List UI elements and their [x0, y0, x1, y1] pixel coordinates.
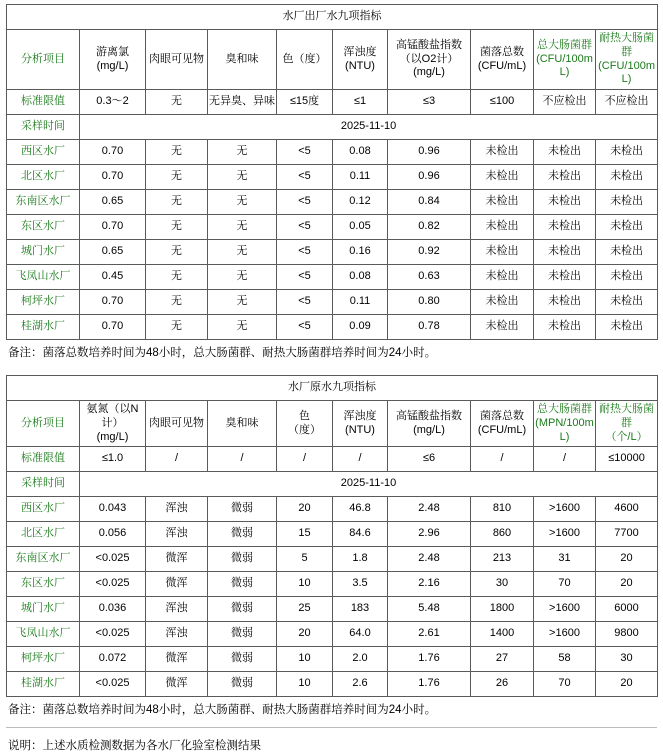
standard-limit-turbidity: ≤1: [333, 90, 388, 115]
standard-limit-visible-matter: /: [146, 447, 208, 472]
cell-odor-taste: 无: [208, 215, 277, 240]
col-header-visible-matter: 肉眼可见物: [146, 30, 208, 90]
cell-thermotolerant-coliform: 20: [596, 547, 658, 572]
cell-permanganate-index: 0.92: [388, 240, 471, 265]
col-header-total-coliform-label: 总大肠菌群: [537, 403, 592, 416]
cell-turbidity: 0.08: [333, 140, 388, 165]
cell-permanganate-index: 0.96: [388, 165, 471, 190]
cell-turbidity: 2.6: [333, 672, 388, 697]
standard-limit-free-chlorine: 0.3～2: [80, 90, 146, 115]
col-header-analysis-item: 分析项目: [7, 401, 80, 447]
table-header-row: [7, 30, 658, 90]
table-title-row: [7, 376, 658, 401]
standard-limit-odor-taste: 无异臭、异味: [208, 90, 277, 115]
cell-total-bacteria: 未检出: [471, 315, 534, 340]
table-header-row: [7, 401, 658, 447]
standard-limit-visible-matter: 无: [146, 90, 208, 115]
cell-odor-taste: 无: [208, 315, 277, 340]
cell-odor-taste: 微弱: [208, 622, 277, 647]
cell-permanganate-index: 2.48: [388, 497, 471, 522]
cell-total-coliform: >1600: [534, 497, 596, 522]
table-row: [7, 240, 658, 265]
standard-limit-label: 标准限值: [7, 90, 80, 115]
standard-limit-turbidity: /: [333, 447, 388, 472]
cell-total-coliform: 70: [534, 672, 596, 697]
cell-permanganate-index: 1.76: [388, 647, 471, 672]
col-header-turbidity-unit: (NTU): [345, 59, 375, 72]
col-header-ammonia-nitrogen-label: 氨氮（以N计）: [86, 403, 139, 429]
cell-turbidity: 46.8: [333, 497, 388, 522]
standard-limit-total-bacteria: ≤100: [471, 90, 534, 115]
standard-limit-label: 标准限值: [7, 447, 80, 472]
cell-ammonia-nitrogen: 0.036: [80, 597, 146, 622]
cell-total-bacteria: 27: [471, 647, 534, 672]
cell-odor-taste: 微弱: [208, 497, 277, 522]
col-header-total-bacteria: [471, 401, 534, 447]
cell-permanganate-index: 0.82: [388, 215, 471, 240]
cell-thermotolerant-coliform: 未检出: [596, 290, 658, 315]
cell-thermotolerant-coliform: 20: [596, 672, 658, 697]
sample-time-row: [7, 115, 658, 140]
cell-total-coliform: 未检出: [534, 140, 596, 165]
section-spacer: [6, 361, 657, 375]
cell-thermotolerant-coliform: 未检出: [596, 190, 658, 215]
plant-name: 西区水厂: [7, 497, 80, 522]
col-header-permanganate-index-unit2: (mg/L): [413, 66, 445, 79]
cell-total-coliform: 未检出: [534, 290, 596, 315]
cell-odor-taste: 微弱: [208, 522, 277, 547]
cell-thermotolerant-coliform: 9800: [596, 622, 658, 647]
cell-visible-matter: 无: [146, 140, 208, 165]
cell-permanganate-index: 0.80: [388, 290, 471, 315]
cell-permanganate-index: 2.61: [388, 622, 471, 647]
standard-limit-color: /: [277, 447, 333, 472]
cell-total-coliform: 58: [534, 647, 596, 672]
footer-statement: 说明：上述水质检测数据为各水厂化验室检测结果: [8, 740, 261, 753]
standard-limit-total-coliform: 不应检出: [534, 90, 596, 115]
cell-visible-matter: 微浑: [146, 672, 208, 697]
cell-odor-taste: 无: [208, 240, 277, 265]
cell-free-chlorine: 0.65: [80, 240, 146, 265]
cell-total-coliform: >1600: [534, 522, 596, 547]
cell-thermotolerant-coliform: 未检出: [596, 265, 658, 290]
cell-free-chlorine: 0.70: [80, 315, 146, 340]
cell-visible-matter: 无: [146, 315, 208, 340]
cell-color: <5: [277, 215, 333, 240]
col-header-ammonia-nitrogen-unit: (mg/L): [96, 430, 129, 443]
cell-turbidity: 1.8: [333, 547, 388, 572]
plant-name: 飞凤山水厂: [7, 265, 80, 290]
cell-total-bacteria: 未检出: [471, 190, 534, 215]
plant-name: 西区水厂: [7, 140, 80, 165]
col-header-turbidity-unit: (NTU): [345, 423, 375, 436]
col-header-total-bacteria-unit: (CFU/mL): [477, 423, 527, 436]
cell-thermotolerant-coliform: 未检出: [596, 215, 658, 240]
table-row: [7, 647, 658, 672]
cell-turbidity: 2.0: [333, 647, 388, 672]
cell-ammonia-nitrogen: <0.025: [80, 622, 146, 647]
cell-visible-matter: 浑浊: [146, 622, 208, 647]
cell-color: <5: [277, 265, 333, 290]
cell-visible-matter: 微浑: [146, 572, 208, 597]
cell-color: <5: [277, 290, 333, 315]
cell-ammonia-nitrogen: <0.025: [80, 672, 146, 697]
cell-total-bacteria: 213: [471, 547, 534, 572]
cell-total-bacteria: 26: [471, 672, 534, 697]
cell-total-bacteria: 810: [471, 497, 534, 522]
cell-turbidity: 84.6: [333, 522, 388, 547]
cell-permanganate-index: 2.16: [388, 572, 471, 597]
standard-limit-thermotolerant-coliform: 不应检出: [596, 90, 658, 115]
cell-visible-matter: 无: [146, 240, 208, 265]
standard-limit-odor-taste: /: [208, 447, 277, 472]
col-header-total-coliform-unit: (MPN/100mL): [535, 416, 594, 443]
cell-ammonia-nitrogen: <0.025: [80, 572, 146, 597]
col-header-thermotolerant-coliform: [596, 30, 658, 90]
cell-total-coliform: >1600: [534, 597, 596, 622]
cell-thermotolerant-coliform: 未检出: [596, 165, 658, 190]
cell-color: 5: [277, 547, 333, 572]
cell-visible-matter: 微浑: [146, 647, 208, 672]
col-header-odor-taste: 臭和味: [208, 30, 277, 90]
plant-name: 城门水厂: [7, 240, 80, 265]
cell-turbidity: 0.11: [333, 165, 388, 190]
cell-turbidity: 0.16: [333, 240, 388, 265]
col-header-total-coliform-label: 总大肠菌群: [537, 38, 592, 51]
cell-odor-taste: 无: [208, 140, 277, 165]
cell-total-coliform: 未检出: [534, 265, 596, 290]
col-header-free-chlorine-label: 游离氯: [96, 45, 129, 58]
col-header-total-bacteria-unit: (CFU/mL): [477, 59, 527, 72]
cell-odor-taste: 微弱: [208, 547, 277, 572]
cell-color: <5: [277, 165, 333, 190]
cell-permanganate-index: 5.48: [388, 597, 471, 622]
table-title-row: [7, 5, 658, 30]
cell-visible-matter: 浑浊: [146, 597, 208, 622]
cell-total-bacteria: 未检出: [471, 240, 534, 265]
standard-limit-row: [7, 447, 658, 472]
cell-color: <5: [277, 240, 333, 265]
cell-visible-matter: 无: [146, 290, 208, 315]
standard-limit-total-bacteria: /: [471, 447, 534, 472]
table-row: [7, 290, 658, 315]
plant-name: 柯坪水厂: [7, 290, 80, 315]
col-header-thermotolerant-coliform-unit: (CFU/100mL): [598, 59, 655, 86]
standard-limit-permanganate-index: ≤3: [388, 90, 471, 115]
cell-permanganate-index: 2.48: [388, 547, 471, 572]
table-row: [7, 140, 658, 165]
table-row: [7, 497, 658, 522]
cell-color: 15: [277, 522, 333, 547]
cell-free-chlorine: 0.70: [80, 140, 146, 165]
cell-thermotolerant-coliform: 未检出: [596, 315, 658, 340]
col-header-color-label: 色: [299, 409, 310, 422]
cell-ammonia-nitrogen: <0.025: [80, 547, 146, 572]
cell-thermotolerant-coliform: 6000: [596, 597, 658, 622]
cell-ammonia-nitrogen: 0.043: [80, 497, 146, 522]
cell-free-chlorine: 0.70: [80, 215, 146, 240]
col-header-thermotolerant-coliform-label: 耐热大肠菌群: [599, 403, 655, 429]
cell-color: 20: [277, 622, 333, 647]
table-row: [7, 215, 658, 240]
cell-color: 25: [277, 597, 333, 622]
cell-permanganate-index: 0.78: [388, 315, 471, 340]
plant-name: 东区水厂: [7, 572, 80, 597]
plant-name: 桂湖水厂: [7, 672, 80, 697]
cell-permanganate-index: 0.63: [388, 265, 471, 290]
cell-color: <5: [277, 140, 333, 165]
plant-name: 柯坪水厂: [7, 647, 80, 672]
cell-permanganate-index: 2.96: [388, 522, 471, 547]
plant-name: 北区水厂: [7, 522, 80, 547]
sample-time-value: 2025-11-10: [80, 115, 658, 140]
col-header-free-chlorine: [80, 30, 146, 90]
plant-name: 北区水厂: [7, 165, 80, 190]
plant-name: 飞凤山水厂: [7, 622, 80, 647]
cell-turbidity: 0.08: [333, 265, 388, 290]
cell-color: 10: [277, 672, 333, 697]
table-row: [7, 622, 658, 647]
cell-odor-taste: 微弱: [208, 672, 277, 697]
cell-total-bacteria: 未检出: [471, 265, 534, 290]
outlet-water-table: [6, 4, 658, 340]
sample-time-row: [7, 472, 658, 497]
table-row: [7, 522, 658, 547]
col-header-total-coliform: [534, 401, 596, 447]
sample-time-label: 采样时间: [7, 472, 80, 497]
col-header-visible-matter: 肉眼可见物: [146, 401, 208, 447]
cell-total-bacteria: 未检出: [471, 215, 534, 240]
cell-turbidity: 0.09: [333, 315, 388, 340]
cell-total-bacteria: 30: [471, 572, 534, 597]
col-header-odor-taste: 臭和味: [208, 401, 277, 447]
standard-limit-total-coliform: /: [534, 447, 596, 472]
raw-water-table: [6, 375, 658, 697]
cell-color: 10: [277, 647, 333, 672]
col-header-total-coliform: [534, 30, 596, 90]
cell-visible-matter: 无: [146, 265, 208, 290]
col-header-permanganate-index-unit1: （以O2计）: [399, 52, 459, 65]
table-row: [7, 672, 658, 697]
cell-turbidity: 0.12: [333, 190, 388, 215]
cell-total-coliform: 31: [534, 547, 596, 572]
cell-total-bacteria: 未检出: [471, 140, 534, 165]
cell-odor-taste: 微弱: [208, 647, 277, 672]
plant-name: 桂湖水厂: [7, 315, 80, 340]
table-title: 水厂原水九项指标: [7, 376, 658, 401]
cell-total-bacteria: 1400: [471, 622, 534, 647]
cell-total-coliform: 未检出: [534, 215, 596, 240]
table-title: 水厂出厂水九项指标: [7, 5, 658, 30]
sample-time-label: 采样时间: [7, 115, 80, 140]
cell-visible-matter: 微浑: [146, 547, 208, 572]
col-header-thermotolerant-coliform-label: 耐热大肠菌群: [599, 32, 655, 58]
cell-total-coliform: >1600: [534, 622, 596, 647]
col-header-permanganate-index: [388, 30, 471, 90]
col-header-thermotolerant-coliform: [596, 401, 658, 447]
cell-thermotolerant-coliform: 4600: [596, 497, 658, 522]
col-header-turbidity: [333, 30, 388, 90]
cell-ammonia-nitrogen: 0.072: [80, 647, 146, 672]
cell-visible-matter: 浑浊: [146, 497, 208, 522]
cell-permanganate-index: 0.96: [388, 140, 471, 165]
divider: [6, 727, 657, 728]
cell-turbidity: 3.5: [333, 572, 388, 597]
col-header-permanganate-index-label: 高锰酸盐指数: [396, 38, 462, 51]
col-header-total-bacteria-label: 菌落总数: [480, 409, 524, 422]
standard-limit-ammonia-nitrogen: ≤1.0: [80, 447, 146, 472]
table-row: [7, 190, 658, 215]
cell-total-coliform: 未检出: [534, 315, 596, 340]
table-row: [7, 165, 658, 190]
col-header-turbidity-label: 浑浊度: [343, 409, 377, 422]
cell-odor-taste: 无: [208, 165, 277, 190]
cell-free-chlorine: 0.45: [80, 265, 146, 290]
col-header-permanganate-index-label: 高锰酸盐指数: [396, 409, 462, 422]
raw-water-note: 备注：菌落总数培养时间为48小时，总大肠菌群、耐热大肠菌群培养时间为24小时。: [8, 704, 437, 717]
col-header-analysis-item: 分析项目: [7, 30, 80, 90]
cell-total-coliform: 70: [534, 572, 596, 597]
col-header-total-bacteria-label: 菌落总数: [480, 45, 524, 58]
cell-thermotolerant-coliform: 未检出: [596, 240, 658, 265]
plant-name: 东区水厂: [7, 215, 80, 240]
cell-turbidity: 64.0: [333, 622, 388, 647]
cell-free-chlorine: 0.65: [80, 190, 146, 215]
cell-ammonia-nitrogen: 0.056: [80, 522, 146, 547]
col-header-total-coliform-unit: (CFU/100mL): [536, 52, 593, 79]
cell-odor-taste: 微弱: [208, 572, 277, 597]
cell-turbidity: 0.11: [333, 290, 388, 315]
col-header-turbidity-label: 浑浊度: [343, 45, 377, 58]
cell-turbidity: 0.05: [333, 215, 388, 240]
standard-limit-thermotolerant-coliform: ≤10000: [596, 447, 658, 472]
cell-total-bacteria: 未检出: [471, 165, 534, 190]
col-header-color: [277, 401, 333, 447]
cell-visible-matter: 无: [146, 190, 208, 215]
table-row: [7, 265, 658, 290]
table-row: [7, 547, 658, 572]
col-header-permanganate-index-unit: (mg/L): [413, 423, 445, 436]
col-header-color: 色（度）: [277, 30, 333, 90]
cell-free-chlorine: 0.70: [80, 165, 146, 190]
cell-total-bacteria: 1800: [471, 597, 534, 622]
outlet-water-note: 备注：菌落总数培养时间为48小时，总大肠菌群、耐热大肠菌群培养时间为24小时。: [8, 347, 437, 359]
col-header-permanganate-index: [388, 401, 471, 447]
standard-limit-permanganate-index: ≤6: [388, 447, 471, 472]
cell-color: 20: [277, 497, 333, 522]
cell-color: 10: [277, 572, 333, 597]
standard-limit-row: [7, 90, 658, 115]
cell-permanganate-index: 1.76: [388, 672, 471, 697]
cell-odor-taste: 无: [208, 265, 277, 290]
col-header-ammonia-nitrogen: [80, 401, 146, 447]
cell-total-coliform: 未检出: [534, 240, 596, 265]
cell-free-chlorine: 0.70: [80, 290, 146, 315]
table-row: [7, 572, 658, 597]
cell-total-coliform: 未检出: [534, 165, 596, 190]
plant-name: 东南区水厂: [7, 547, 80, 572]
cell-odor-taste: 无: [208, 290, 277, 315]
cell-odor-taste: 微弱: [208, 597, 277, 622]
cell-visible-matter: 浑浊: [146, 522, 208, 547]
col-header-turbidity: [333, 401, 388, 447]
table-row: [7, 597, 658, 622]
cell-color: <5: [277, 315, 333, 340]
cell-total-bacteria: 860: [471, 522, 534, 547]
cell-turbidity: 183: [333, 597, 388, 622]
cell-visible-matter: 无: [146, 215, 208, 240]
col-header-color-unit: （度）: [288, 423, 321, 436]
col-header-thermotolerant-coliform-unit: （个/L）: [605, 430, 648, 443]
cell-total-coliform: 未检出: [534, 190, 596, 215]
cell-thermotolerant-coliform: 20: [596, 572, 658, 597]
table-row: [7, 315, 658, 340]
cell-thermotolerant-coliform: 30: [596, 647, 658, 672]
cell-odor-taste: 无: [208, 190, 277, 215]
cell-total-bacteria: 未检出: [471, 290, 534, 315]
sample-time-value: 2025-11-10: [80, 472, 658, 497]
cell-thermotolerant-coliform: 7700: [596, 522, 658, 547]
cell-thermotolerant-coliform: 未检出: [596, 140, 658, 165]
standard-limit-color: ≤15度: [277, 90, 333, 115]
cell-color: <5: [277, 190, 333, 215]
cell-permanganate-index: 0.84: [388, 190, 471, 215]
plant-name: 城门水厂: [7, 597, 80, 622]
col-header-total-bacteria: [471, 30, 534, 90]
cell-visible-matter: 无: [146, 165, 208, 190]
col-header-free-chlorine-unit: (mg/L): [96, 59, 129, 72]
plant-name: 东南区水厂: [7, 190, 80, 215]
